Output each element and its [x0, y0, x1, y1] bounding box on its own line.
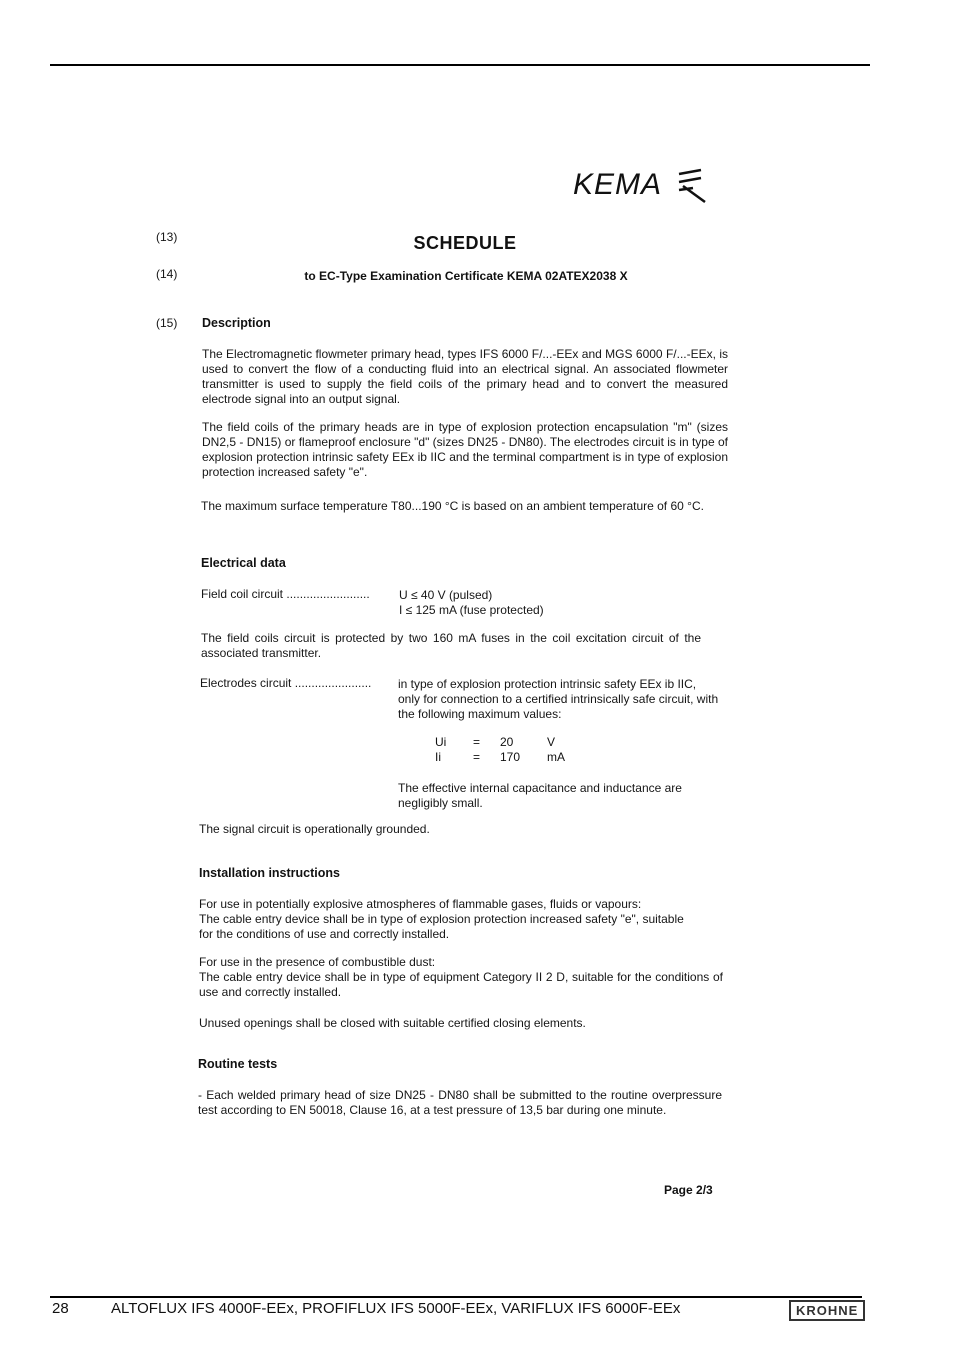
symbol-ui: Ui	[435, 735, 447, 749]
max-values-table	[435, 735, 595, 765]
installation-gas-text: The cable entry device shall be in type of explosion protection increased safety "e", suitable for the conditions of use and correctly installed.	[199, 912, 684, 941]
item-number-13: (13)	[156, 230, 178, 244]
max-value-row-current	[435, 750, 595, 765]
electrical-data-heading: Electrical data	[201, 556, 286, 570]
kema-lightning-mark-icon	[675, 168, 707, 204]
certificate-subtitle: to EC-Type Examination Certificate KEMA 02ATEX2038 X	[304, 269, 628, 283]
value-ui: 20	[500, 735, 514, 749]
installation-dust-intro: For use in the presence of combustible dust:	[199, 955, 436, 969]
routine-tests-text: - Each welded primary head of size DN25 - DN80 shall be submitted to the routine overpressure test according to EN 50018, Clause 16, at a test pressure of 13,5 bar during one minute.	[198, 1088, 722, 1117]
routine-tests-heading: Routine tests	[198, 1057, 278, 1071]
field-coil-note: The field coils circuit is protected by two 160 mA fuses in the coil excitation circuit of the associated transmitter.	[201, 631, 701, 660]
item-number-14: (14)	[156, 267, 178, 281]
description-paragraph-3: The maximum surface temperature T80...190 °C is based on an ambient temperature of 60 °C.	[201, 499, 704, 513]
equals-ii: =	[473, 750, 481, 764]
footer-page-number: 28	[52, 1300, 69, 1317]
kema-logo-text: KEMA	[573, 168, 663, 201]
top-rule	[50, 64, 870, 66]
symbol-ii: Ii	[435, 750, 441, 764]
kema-logo	[573, 168, 713, 208]
page-label: Page 2/3	[664, 1183, 713, 1197]
field-coil-label: Field coil circuit .........................	[201, 587, 370, 601]
footer-title: ALTOFLUX IFS 4000F-EEx, PROFIFLUX IFS 5000F-EEx, VARIFLUX IFS 6000F-EEx	[111, 1300, 681, 1317]
max-value-row-voltage	[435, 735, 595, 750]
description-paragraph-2: The field coils of the primary heads are in type of explosion protection encapsulation "m" (sizes DN2,5 - DN15) or flameproof enclosure "d" (sizes DN25 - DN80). The electrodes circuit is in type of explosion protection intrinsic safety EEx ib IIC and the terminal compartment is in type of explosion protection increased safety "e".	[202, 420, 728, 479]
description-paragraph-1: The Electromagnetic flowmeter primary head, types IFS 6000 F/...-EEx and MGS 6000 F/...-EEx, is used to convert the flow of a conducting fluid into an electrical signal. An associated flowmeter transmitter is used to supply the field coils of the primary head and to convert the measured electrode signal into an output signal.	[202, 347, 728, 406]
signal-circuit-note: The signal circuit is operationally grounded.	[199, 822, 430, 836]
value-ii: 170	[500, 750, 521, 764]
unit-ui: V	[547, 735, 556, 749]
installation-heading: Installation instructions	[199, 866, 340, 880]
installation-gas-intro: For use in potentially explosive atmospheres of flammable gases, fluids or vapours:	[199, 897, 642, 911]
unit-ii: mA	[547, 750, 565, 764]
installation-dust-text: The cable entry device shall be in type of equipment Category II 2 D, suitable for the conditions of use and correctly installed.	[199, 970, 723, 999]
field-coil-voltage: U ≤ 40 V (pulsed)	[399, 588, 493, 602]
electrodes-circuit-text: in type of explosion protection intrinsic safety EEx ib IIC, only for connection to a certified intrinsically safe circuit, with the following maximum values:	[398, 677, 719, 721]
electrodes-circuit-label: Electrodes circuit .......................	[200, 676, 372, 690]
krohne-logo: KROHNE	[789, 1300, 865, 1321]
capacitance-note: The effective internal capacitance and inductance are negligibly small.	[398, 781, 682, 810]
item-number-15: (15)	[156, 316, 178, 330]
schedule-title: SCHEDULE	[413, 233, 517, 253]
description-heading: Description	[202, 316, 271, 330]
footer-rule	[50, 1296, 862, 1298]
equals-ui: =	[473, 735, 481, 749]
field-coil-current: I ≤ 125 mA (fuse protected)	[399, 603, 544, 617]
installation-unused-openings: Unused openings shall be closed with suitable certified closing elements.	[199, 1016, 586, 1030]
